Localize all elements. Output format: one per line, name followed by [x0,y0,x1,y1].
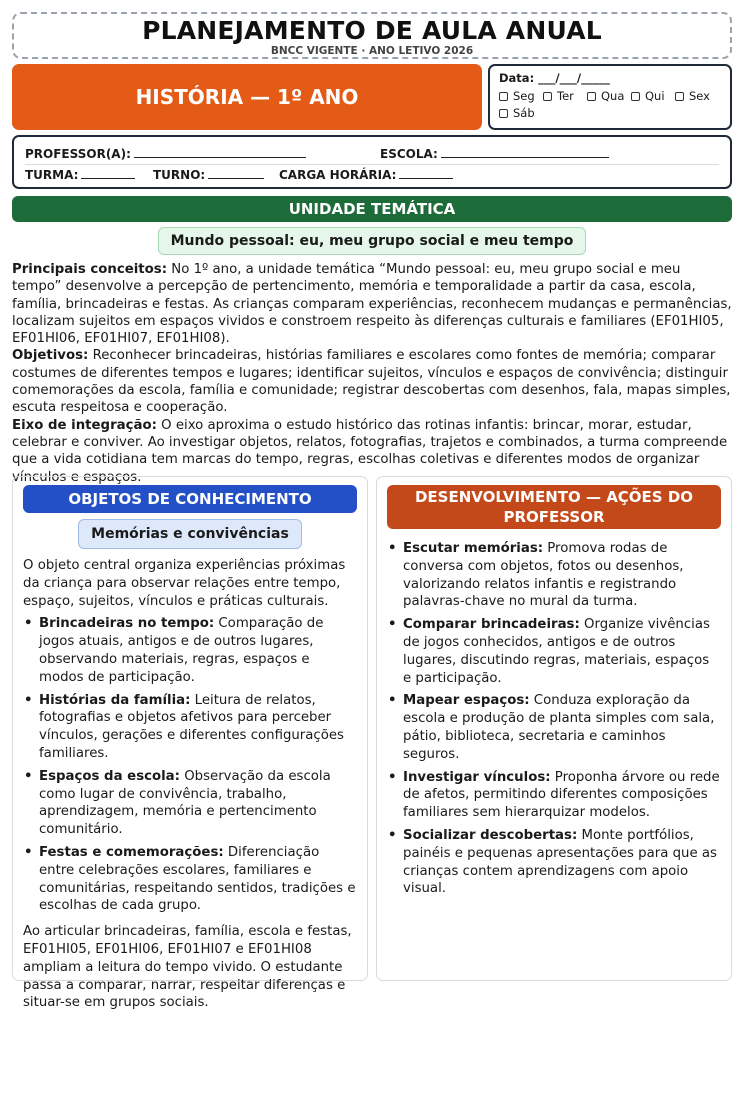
checkbox-icon[interactable] [543,92,552,101]
turma-label: TURMA: [25,168,79,182]
list-item [387,769,721,822]
body-text [12,261,732,486]
knowledge-objects-heading: OBJETOS DE CONHECIMENTO [23,485,357,513]
checkbox-sab[interactable]: Sáb [499,106,543,120]
checkbox-qui[interactable]: Qui [631,89,675,103]
list-item [387,540,721,611]
list-item-label: Comparar brincadeiras: [403,617,580,633]
list-item-label: Brincadeiras no tempo: [39,616,215,632]
objectives-paragraph [12,347,732,416]
objectives-text: Reconhecer brincadeiras, histórias familiares e escolares como fontes de memória; comparar costumes de diferentes tempos e lugares; identificar sujeitos, vínculos e espaços de convivência; distinguir comemorações da escola, família e comunidade; registrar descobertas com desenhos, fala, mapas simples, escuta respeitosa e cooperação. [12,348,731,416]
list-item-text: Conduza exploração da escola e produção de planta simples com sala, pátio, biblioteca, secretaria e caminhos seguros. [403,693,715,762]
unit-name: Mundo pessoal: eu, meu grupo social e meu tempo [158,227,586,255]
date-field[interactable]: Data: ___/___/_____ [499,71,610,85]
concepts-label: Principais conceitos: [12,262,168,277]
carga-horaria-field[interactable] [399,169,453,179]
knowledge-list [23,615,357,915]
list-item-label: Escutar memórias: [403,541,544,556]
knowledge-objects-body [13,557,367,1012]
list-item-text: Monte portfólios, painéis e pequenas apresentações para que as crianças contem aprendizagens com apoio visual. [403,827,717,897]
list-item-text: Promova rodas de conversa com objetos, fotos ou desenhos, valorizando relatos infantis e registrando palavras-chave no mural da turma. [403,541,684,610]
checkbox-icon[interactable] [631,92,640,101]
subject-banner [12,64,482,130]
knowledge-objects-subheading: Memórias e convivências [78,519,302,549]
escola-field[interactable] [441,148,609,158]
list-item-label: Investigar vínculos: [403,769,551,785]
concepts-text: No 1º ano, a unidade temática “Mundo pessoal: eu, meu grupo social e meu tempo” desenvolve a percepção de pertencimento, memória e temporalidade a partir da casa, escola, família, brincadeiras e festas. As crianças comparam experiências, reconhecem mudanças e permanências, localizam sujeitos em espaços vividos e constroem respeito às diferenças culturais e familiares (EF01HI05, EF01HI06, EF01HI07, EF01HI08). [12,262,732,347]
carga-horaria-label: CARGA HORÁRIA: [279,168,397,182]
turno-label: TURNO: [153,168,206,182]
list-item-label: Histórias da família: [39,692,191,708]
list-item-label: Espaços da escola: [39,768,180,784]
list-item-text: Diferenciação entre celebrações escolares, familiares e comunitárias, respeitando sentidos, tradições e escolhas de cada grupo. [39,844,356,914]
info-row-2 [25,164,719,185]
list-item [23,768,357,839]
checkbox-icon[interactable] [499,109,508,118]
knowledge-objects-panel [12,476,368,1011]
weekday-checkboxes [499,89,721,120]
turno-field[interactable] [208,169,264,179]
objectives-label: Objetivos: [12,348,89,364]
professor-field[interactable] [134,148,306,158]
list-item-text: Organize vivências de jogos conhecidos, antigos e de outros lugares, discutindo regras, materiais, espaços e participação. [403,617,710,686]
list-item-text: Leitura de relatos, fotografias e objetos afetivos para perceber vínculos, gerações e diferentes configurações familiares. [39,692,344,761]
turma-field[interactable] [81,169,135,179]
axis-label: Eixo de integração: [12,417,157,433]
list-item [387,616,721,687]
list-item-label: Festas e comemorações: [39,844,224,860]
concepts-paragraph [12,261,732,347]
list-item [23,692,357,763]
checkbox-seg[interactable]: Seg [499,89,543,103]
list-item-text: Comparação de jogos atuais, antigos e de outros lugares, observando materiais, regras, espaços e modos de participação. [39,616,324,685]
list-item [23,615,357,686]
list-item-label: Socializar descobertas: [403,827,578,843]
knowledge-intro: O objeto central organiza experiências próximas da criança para observar relações entre tempo, espaço, sujeitos, vínculos e práticas culturais. [23,558,346,609]
page-title: PLANEJAMENTO DE AULA ANUAL [142,16,602,45]
unit-heading: UNIDADE TEMÁTICA [12,196,732,222]
info-box [12,135,732,189]
date-box [488,64,732,130]
professor-label: PROFESSOR(A): [25,146,131,161]
list-item-text: Proponha árvore ou rede de afetos, permitindo diferentes composições familiares sem hierarquizar modelos. [403,769,720,821]
checkbox-ter[interactable]: Ter [543,89,587,103]
list-item [23,844,357,915]
list-item [387,692,721,763]
list-item-text: Observação da escola como lugar de convivência, trabalho, aprendizagem, memória e pertencimento comunitário. [39,768,331,838]
page-subtitle: BNCC VIGENTE · ANO LETIVO 2026 [270,45,474,57]
teacher-actions-panel [376,476,732,981]
checkbox-icon[interactable] [675,92,684,101]
info-row-1 [25,143,719,164]
list-item-label: Mapear espaços: [403,693,530,709]
actions-list [387,540,721,898]
title-box [12,12,732,59]
teacher-actions-body [377,540,731,898]
checkbox-icon[interactable] [499,92,508,101]
axis-text: O eixo aproxima o estudo histórico das rotinas infantis: brincar, morar, estudar, celebrar e conviver. Ao investigar objetos, relatos, fotografias, trajetos e combinados, a turma compreende que a vida cotidiana tem marcas do tempo, regras, escolhas coletivas e diferentes modos de organizar vínculos e espaços. [12,417,728,485]
subject-title: HISTÓRIA — 1º ANO [135,85,359,109]
checkbox-sex[interactable]: Sex [675,89,719,103]
escola-label: ESCOLA: [380,146,438,161]
list-item [387,827,721,898]
knowledge-outro: Ao articular brincadeiras, família, escola e festas, EF01HI05, EF01HI06, EF01HI07 e EF01HI08 ampliam a leitura do tempo vivido. O estudante passa a comparar, narrar, respeitar diferenças e situar-se em grupos sociais. [23,924,352,1011]
checkbox-icon[interactable] [587,92,596,101]
checkbox-qua[interactable]: Qua [587,89,631,103]
teacher-actions-heading: DESENVOLVIMENTO — AÇÕES DO PROFESSOR [387,485,721,529]
